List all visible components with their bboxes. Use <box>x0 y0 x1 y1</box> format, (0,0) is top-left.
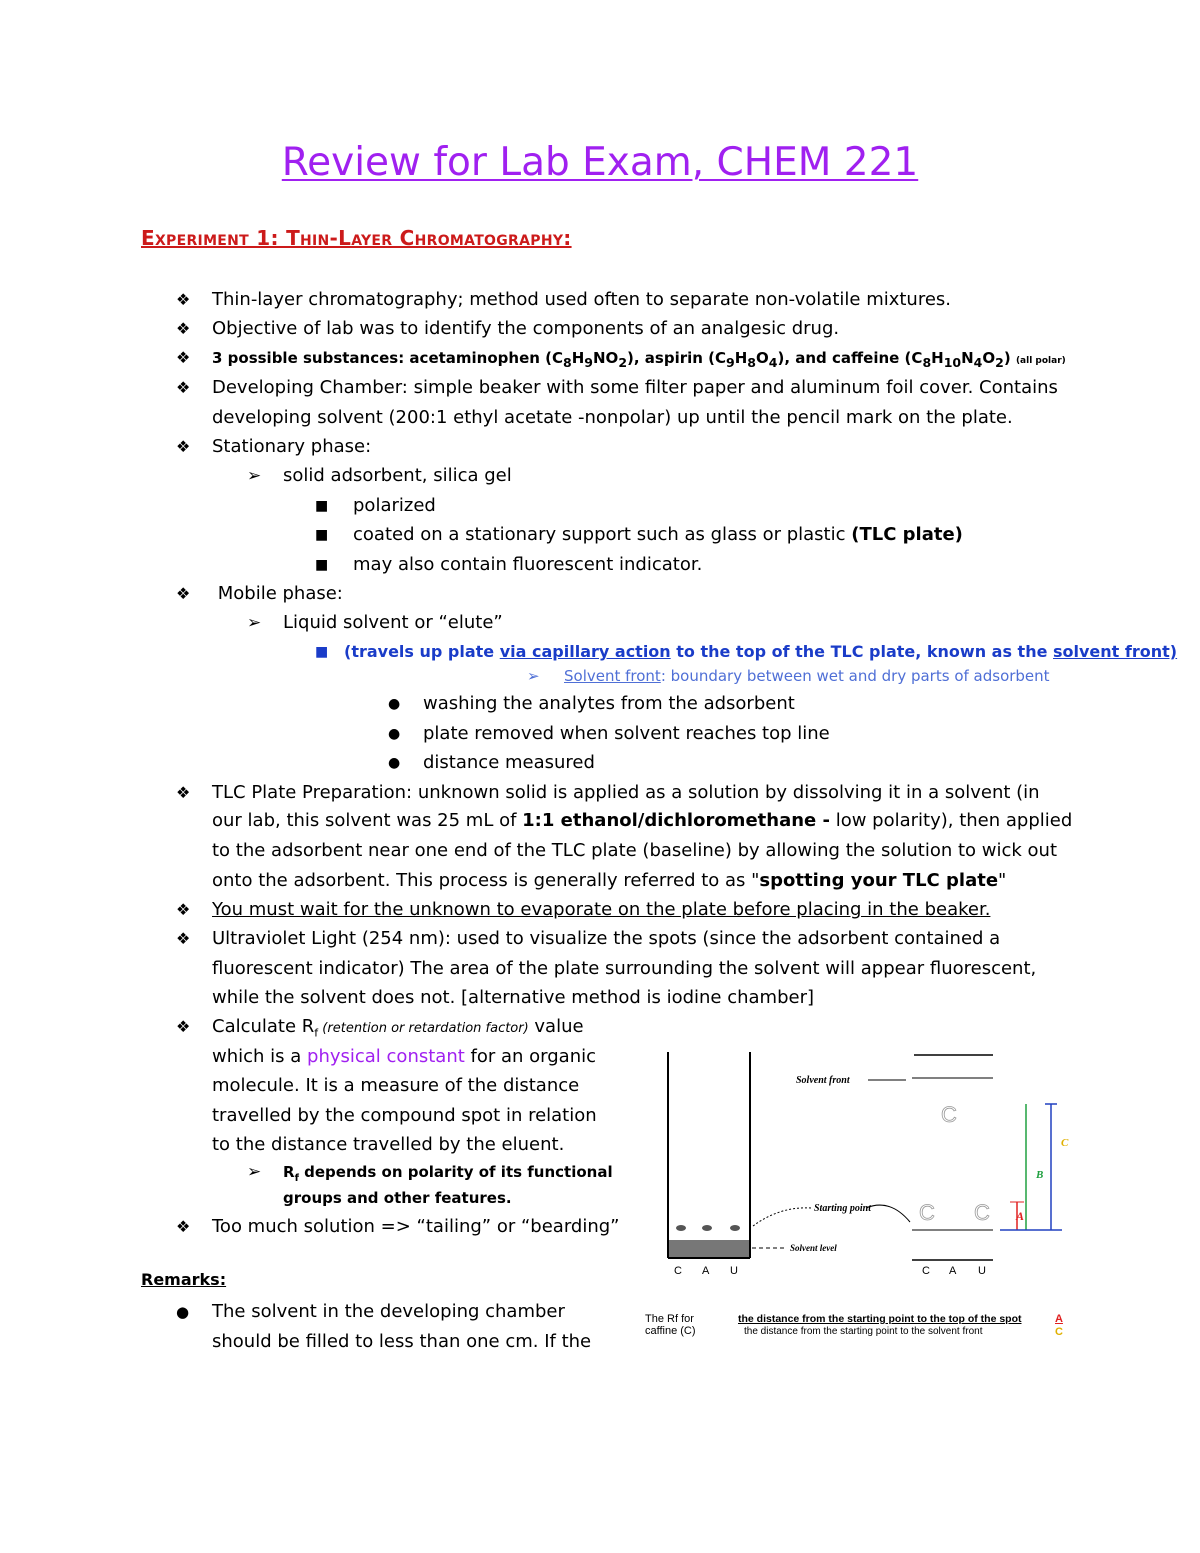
diamond-bullet-icon: ❖ <box>176 1217 191 1236</box>
plate-spot: C <box>974 1200 990 1225</box>
link-solvent-front-def[interactable]: Solvent front <box>564 667 661 685</box>
diamond-bullet-icon: ❖ <box>176 900 191 919</box>
dot-bullet-icon: ● <box>388 726 401 742</box>
list-item: Ultraviolet Light (254 nm): used to visualize the spots (since the adsorbent contained a <box>212 928 1001 949</box>
list-item-continuation: should be filled to less than one cm. If the <box>212 1331 592 1352</box>
solvent-pool <box>669 1240 749 1257</box>
list-item-continuation: while the solvent does not. [alternative method is iodine chamber] <box>212 987 815 1008</box>
dot-bullet-icon: ● <box>176 1303 190 1321</box>
list-item-continuation: our lab, this solvent was 25 mL of 1:1 ethanol/dichloromethane - low polarity), then applied <box>212 810 1073 831</box>
remarks-heading: Remarks: <box>141 1270 227 1289</box>
list-item: polarized <box>353 495 436 516</box>
diamond-bullet-icon: ❖ <box>176 319 191 338</box>
square-bullet-icon: ■ <box>315 644 329 660</box>
arrow-bullet-icon: ➢ <box>247 466 262 486</box>
arrow-bullet-icon: ➢ <box>247 1162 262 1182</box>
sample-spot <box>676 1225 686 1231</box>
polarity-note: (all polar) <box>1015 356 1066 366</box>
list-item: may also contain fluorescent indicator. <box>353 554 703 575</box>
list-item: TLC Plate Preparation: unknown solid is applied as a solution by dissolving it in a solvent (in <box>212 782 1040 803</box>
list-item-substances: 3 possible substances: acetaminophen $(C_8H_9NO_2)$, aspirin $(C_9H_8O_4)$, and caffeine $(C_8H_{10}N_4O_2)$ (all polar) <box>212 349 1066 370</box>
diamond-bullet-icon: ❖ <box>176 783 191 802</box>
solvent-front-label: Solvent front <box>796 1075 850 1086</box>
plate-spot: C <box>919 1200 935 1225</box>
diamond-bullet-icon: ❖ <box>176 290 191 309</box>
rf-ratio-bottom: C <box>1055 1326 1063 1338</box>
list-item: Mobile phase: <box>212 583 343 604</box>
arrow-bullet-icon: ➢ <box>247 613 262 633</box>
list-item-continuation: molecule. It is a measure of the distance <box>212 1075 580 1096</box>
list-item: washing the analytes from the adsorbent <box>423 693 795 714</box>
sample-spot <box>702 1225 712 1231</box>
solvent-level-label: Solvent level <box>790 1243 837 1253</box>
list-item-rf: Calculate $R_f$ (retention or retardation factor) value <box>212 1016 584 1040</box>
diamond-bullet-icon: ❖ <box>176 437 191 456</box>
list-item-continuation: travelled by the compound spot in relation <box>212 1105 597 1126</box>
lane-label: C <box>922 1265 930 1277</box>
list-item: Thin-layer chromatography; method used often to separate non-volatile mixtures. <box>212 289 952 310</box>
list-item-solvent: (travels up plate via capillary action to the top of the TLC plate, known as the solvent front) <box>344 642 1178 661</box>
lane-label: C <box>674 1265 682 1277</box>
dot-bullet-icon: ● <box>388 696 401 712</box>
list-item-continuation: onto the adsorbent. This process is generally referred to as "spotting your TLC plate" <box>212 870 1007 891</box>
diamond-bullet-icon: ❖ <box>176 929 191 948</box>
segment-c-label: C <box>1061 1137 1069 1149</box>
rf-caption-line2: caffine (C) <box>645 1325 696 1337</box>
list-item: Stationary phase: <box>212 436 372 457</box>
rf-numerator: the distance from the starting point to the top of the spot <box>738 1313 1022 1325</box>
diamond-bullet-icon: ❖ <box>176 378 191 397</box>
list-item: $R_f$ depends on polarity of its functional <box>283 1163 613 1184</box>
diamond-bullet-icon: ❖ <box>176 584 191 603</box>
list-item-continuation: fluorescent indicator) The area of the plate surrounding the solvent will appear fluorescent, <box>212 958 1037 979</box>
list-item: The solvent in the developing chamber <box>212 1301 565 1322</box>
list-item-continuation: groups and other features. <box>283 1189 512 1207</box>
list-item-warning: You must wait for the unknown to evaporate on the plate before placing in the beaker. <box>212 899 991 920</box>
list-item: Objective of lab was to identify the components of an analgesic drug. <box>212 318 840 339</box>
starting-point-label: Starting point <box>814 1203 871 1214</box>
list-item: coated on a stationary support such as glass or plastic (TLC plate) <box>353 524 963 545</box>
document-title: Review for Lab Exam, CHEM 221 <box>281 140 919 185</box>
dot-bullet-icon: ● <box>388 755 401 771</box>
experiment-heading: Experiment 1: Thin-Layer Chromatography: <box>141 226 572 250</box>
lane-label: A <box>949 1265 957 1277</box>
list-item: solid adsorbent, silica gel <box>283 465 512 486</box>
list-item: distance measured <box>423 752 595 773</box>
list-item-definition: Solvent front: boundary between wet and dry parts of adsorbent <box>564 667 1050 685</box>
square-bullet-icon: ■ <box>315 527 329 543</box>
segment-b-label: B <box>1036 1169 1044 1181</box>
diamond-bullet-icon: ❖ <box>176 1017 191 1036</box>
rf-ratio-top: A <box>1055 1313 1063 1325</box>
diamond-bullet-icon: ❖ <box>176 348 191 367</box>
square-bullet-icon: ■ <box>315 498 329 514</box>
segment-a-label: A <box>1016 1209 1025 1223</box>
list-item-continuation: to the adsorbent near one end of the TLC plate (baseline) by allowing the solution to wick out <box>212 840 1058 861</box>
lane-label: A <box>702 1265 710 1277</box>
list-item-continuation: which is a physical constant for an organic <box>212 1046 596 1067</box>
link-capillary-action[interactable]: via capillary action <box>499 642 671 661</box>
list-item-continuation: developing solvent (200:1 ethyl acetate -nonpolar) up until the pencil mark on the plate. <box>212 407 1013 428</box>
lane-label: U <box>978 1265 986 1277</box>
sample-spot <box>730 1225 740 1231</box>
plate-spot-caffeine: C <box>941 1102 957 1127</box>
list-item: Too much solution => “tailing” or “bearding” <box>212 1216 620 1237</box>
rf-caption-line1: The Rf for <box>645 1313 694 1325</box>
list-item: plate removed when solvent reaches top line <box>423 723 830 744</box>
list-item: Developing Chamber: simple beaker with some filter paper and aluminum foil cover. Contains <box>212 377 1058 398</box>
list-item-continuation: to the distance travelled by the eluent. <box>212 1134 565 1155</box>
lane-label: U <box>730 1265 738 1277</box>
rf-denominator: the distance from the starting point to the solvent front <box>744 1326 983 1337</box>
list-item: Liquid solvent or “elute” <box>283 612 503 633</box>
square-bullet-icon: ■ <box>315 557 329 573</box>
link-solvent-front[interactable]: solvent front) <box>1053 642 1178 661</box>
arrow-bullet-icon: ➢ <box>527 667 540 685</box>
tlc-diagram <box>640 1040 1080 1280</box>
